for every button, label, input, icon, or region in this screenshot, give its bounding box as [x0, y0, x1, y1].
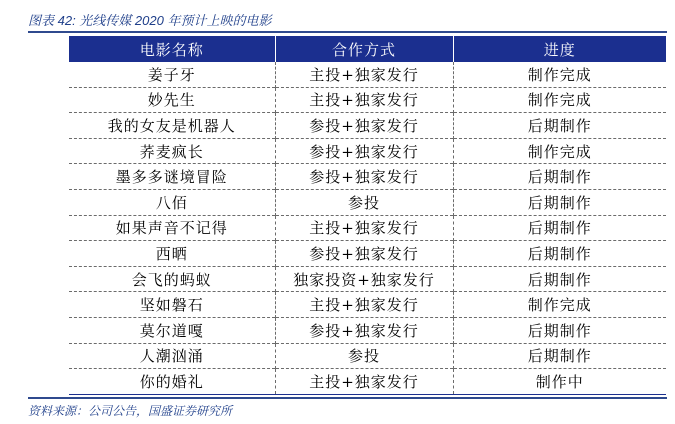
table-row	[69, 62, 666, 87]
cell-cooperation: 参投+独家发行	[275, 317, 453, 343]
cell-progress: 制作中	[453, 369, 666, 395]
cell-film-name: 莫尔道嘎	[69, 317, 275, 343]
table-row	[69, 215, 666, 241]
table-row	[69, 113, 666, 139]
cell-cooperation: 参投	[275, 343, 453, 369]
table-row	[69, 292, 666, 318]
table-row	[69, 343, 666, 369]
source-note: 资料来源：公司公告，国盛证券研究所	[28, 404, 233, 418]
header-progress: 进度	[453, 36, 666, 62]
cell-film-name: 你的婚礼	[69, 369, 275, 395]
figure-caption: 图表 42: 光线传媒 2020 年预计上映的电影	[28, 13, 272, 28]
cell-progress: 后期制作	[453, 164, 666, 190]
cell-film-name: 人潮汹涌	[69, 343, 275, 369]
cell-progress: 后期制作	[453, 113, 666, 139]
film-table	[69, 36, 666, 395]
header-film-name: 电影名称	[69, 36, 275, 62]
cell-film-name: 荞麦疯长	[69, 138, 275, 164]
cell-cooperation: 主投+独家发行	[275, 87, 453, 113]
table-row	[69, 266, 666, 292]
cell-film-name: 八佰	[69, 189, 275, 215]
cell-progress: 后期制作	[453, 241, 666, 267]
cell-progress: 制作完成	[453, 292, 666, 318]
cell-progress: 制作完成	[453, 87, 666, 113]
cell-cooperation: 主投+独家发行	[275, 62, 453, 87]
table-row	[69, 87, 666, 113]
cell-film-name: 墨多多谜境冒险	[69, 164, 275, 190]
cell-cooperation: 参投+独家发行	[275, 164, 453, 190]
cell-progress: 后期制作	[453, 189, 666, 215]
cell-cooperation: 参投+独家发行	[275, 113, 453, 139]
table-row	[69, 189, 666, 215]
bottom-rule	[28, 397, 667, 399]
table-row	[69, 317, 666, 343]
cell-film-name: 坚如磐石	[69, 292, 275, 318]
cell-cooperation: 主投+独家发行	[275, 369, 453, 395]
cell-cooperation: 参投+独家发行	[275, 138, 453, 164]
cell-progress: 后期制作	[453, 317, 666, 343]
cell-cooperation: 主投+独家发行	[275, 292, 453, 318]
table-row	[69, 164, 666, 190]
table-row	[69, 138, 666, 164]
cell-cooperation: 参投+独家发行	[275, 241, 453, 267]
cell-film-name: 妙先生	[69, 87, 275, 113]
cell-progress: 制作完成	[453, 138, 666, 164]
cell-cooperation: 独家投资+独家发行	[275, 266, 453, 292]
top-rule	[28, 31, 667, 33]
cell-film-name: 会飞的蚂蚁	[69, 266, 275, 292]
cell-cooperation: 参投	[275, 189, 453, 215]
cell-progress: 后期制作	[453, 266, 666, 292]
table-row	[69, 369, 666, 395]
cell-film-name: 西晒	[69, 241, 275, 267]
cell-film-name: 姜子牙	[147, 65, 196, 84]
cell-progress: 制作完成	[453, 62, 666, 87]
cell-progress: 后期制作	[453, 343, 666, 369]
header-cooperation: 合作方式	[275, 36, 453, 62]
cell-film-name: 我的女友是机器人	[69, 113, 275, 139]
table-header-row	[69, 36, 666, 62]
cell-cooperation: 主投+独家发行	[275, 215, 453, 241]
table-row	[69, 241, 666, 267]
cell-progress: 后期制作	[453, 215, 666, 241]
cell-film-name: 如果声音不记得	[69, 215, 275, 241]
